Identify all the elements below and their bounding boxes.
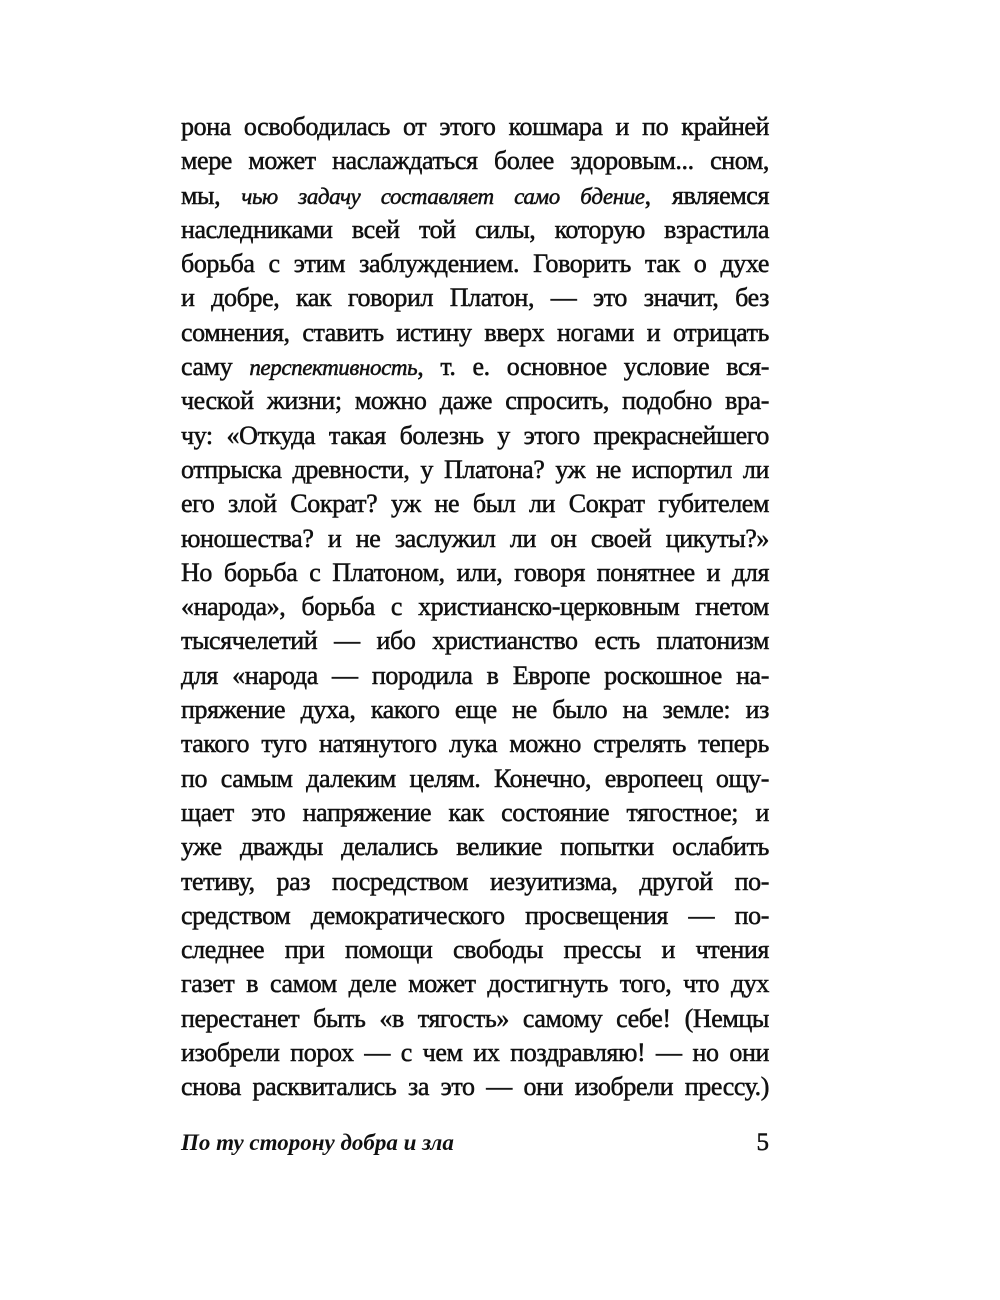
text-segment: , являемся — [644, 180, 770, 210]
text-line — [181, 487, 769, 521]
text-line — [181, 419, 769, 453]
text-segment: ческой жизни; можно даже спросить, подобно вра- — [181, 386, 769, 416]
text-segment: средством демократического просвещения — по- — [181, 900, 769, 930]
italic-text: чью задачу составляет само бдение — [241, 183, 645, 209]
text-line — [181, 316, 769, 350]
page-number: 5 — [756, 1129, 769, 1156]
text-segment: тысячелетий — ибо христианство есть платонизм — [181, 626, 769, 656]
text-segment: и добре, как говорил Платон, — это значит, без — [181, 283, 769, 313]
text-line — [181, 247, 769, 281]
text-line — [181, 144, 769, 178]
text-line — [181, 659, 769, 693]
text-line — [181, 967, 769, 1001]
text-segment: снова расквитались за это — они изобрели прессу.) — [181, 1072, 769, 1102]
text-segment: «народа», борьба с христианско-церковным гнетом — [181, 592, 769, 622]
page-footer — [181, 1126, 769, 1160]
text-segment: его злой Сократ? уж не был ли Сократ губителем — [181, 489, 769, 519]
text-segment: пряжение духа, какого еще не было на земле: из — [181, 695, 769, 725]
body-text — [181, 110, 769, 1105]
text-line — [181, 1070, 769, 1104]
text-segment: , т. е. основное условие вся- — [417, 352, 769, 382]
text-segment: рона освободилась от этого кошмара и по крайней — [181, 112, 769, 141]
text-segment: наследниками всей той силы, которую взрастила — [181, 214, 769, 244]
text-segment: такого туго натянутого лука можно стрелять теперь — [181, 729, 769, 759]
text-line — [181, 899, 769, 933]
text-line — [181, 1036, 769, 1070]
text-segment: уже дважды делались великие попытки ослабить — [181, 832, 769, 862]
text-line — [181, 213, 769, 247]
text-line — [181, 556, 769, 590]
text-segment: юношества? и не заслужил ли он своей цикуты?» — [181, 523, 769, 553]
text-line — [181, 624, 769, 658]
text-line — [181, 522, 769, 556]
text-line — [181, 281, 769, 315]
text-line — [181, 693, 769, 727]
text-line — [181, 453, 769, 487]
text-segment: саму — [181, 352, 250, 382]
text-segment: для «народа — породила в Европе роскошное на- — [181, 660, 769, 690]
text-segment: щает это напряжение как состояние тягостное; и — [181, 797, 769, 827]
text-line — [181, 350, 769, 384]
text-segment: газет в самом деле может достигнуть того, что дух — [181, 969, 769, 999]
running-title: По ту сторону добра и зла — [181, 1130, 454, 1155]
text-line — [181, 727, 769, 761]
text-segment: Но борьба с Платоном, или, говоря понятнее и для — [181, 557, 769, 587]
text-line — [181, 762, 769, 796]
text-line — [181, 384, 769, 418]
text-segment: тетиву, раз посредством иезуитизма, другой по- — [181, 866, 769, 896]
text-segment: сомнения, ставить истину вверх ногами и отрицать — [181, 317, 769, 347]
text-line — [181, 865, 769, 899]
text-segment: по самым далеким целям. Конечно, европеец ощу- — [181, 763, 769, 793]
text-line — [181, 110, 769, 144]
text-segment: борьба с этим заблуждением. Говорить так о духе — [181, 249, 769, 279]
text-segment: мы, — [181, 180, 242, 210]
text-line — [181, 590, 769, 624]
text-segment: отпрыска древности, у Платона? уж не испортил ли — [181, 454, 769, 484]
text-segment: изобрели порох — с чем их поздравляю! — но они — [181, 1038, 769, 1068]
text-segment: мере может наслаждаться более здоровым... сном, — [181, 146, 769, 176]
text-line — [181, 1002, 769, 1036]
text-line — [181, 830, 769, 864]
text-segment: перестанет быть «в тягость» самому себе! (Немцы — [181, 1003, 769, 1033]
text-segment: следнее при помощи свободы прессы и чтения — [181, 935, 769, 965]
text-line — [181, 933, 769, 967]
italic-text: перспективность — [249, 355, 418, 381]
text-line — [181, 796, 769, 830]
text-segment: чу: «Откуда такая болезнь у этого прекраснейшего — [181, 420, 769, 450]
text-line — [181, 179, 769, 213]
